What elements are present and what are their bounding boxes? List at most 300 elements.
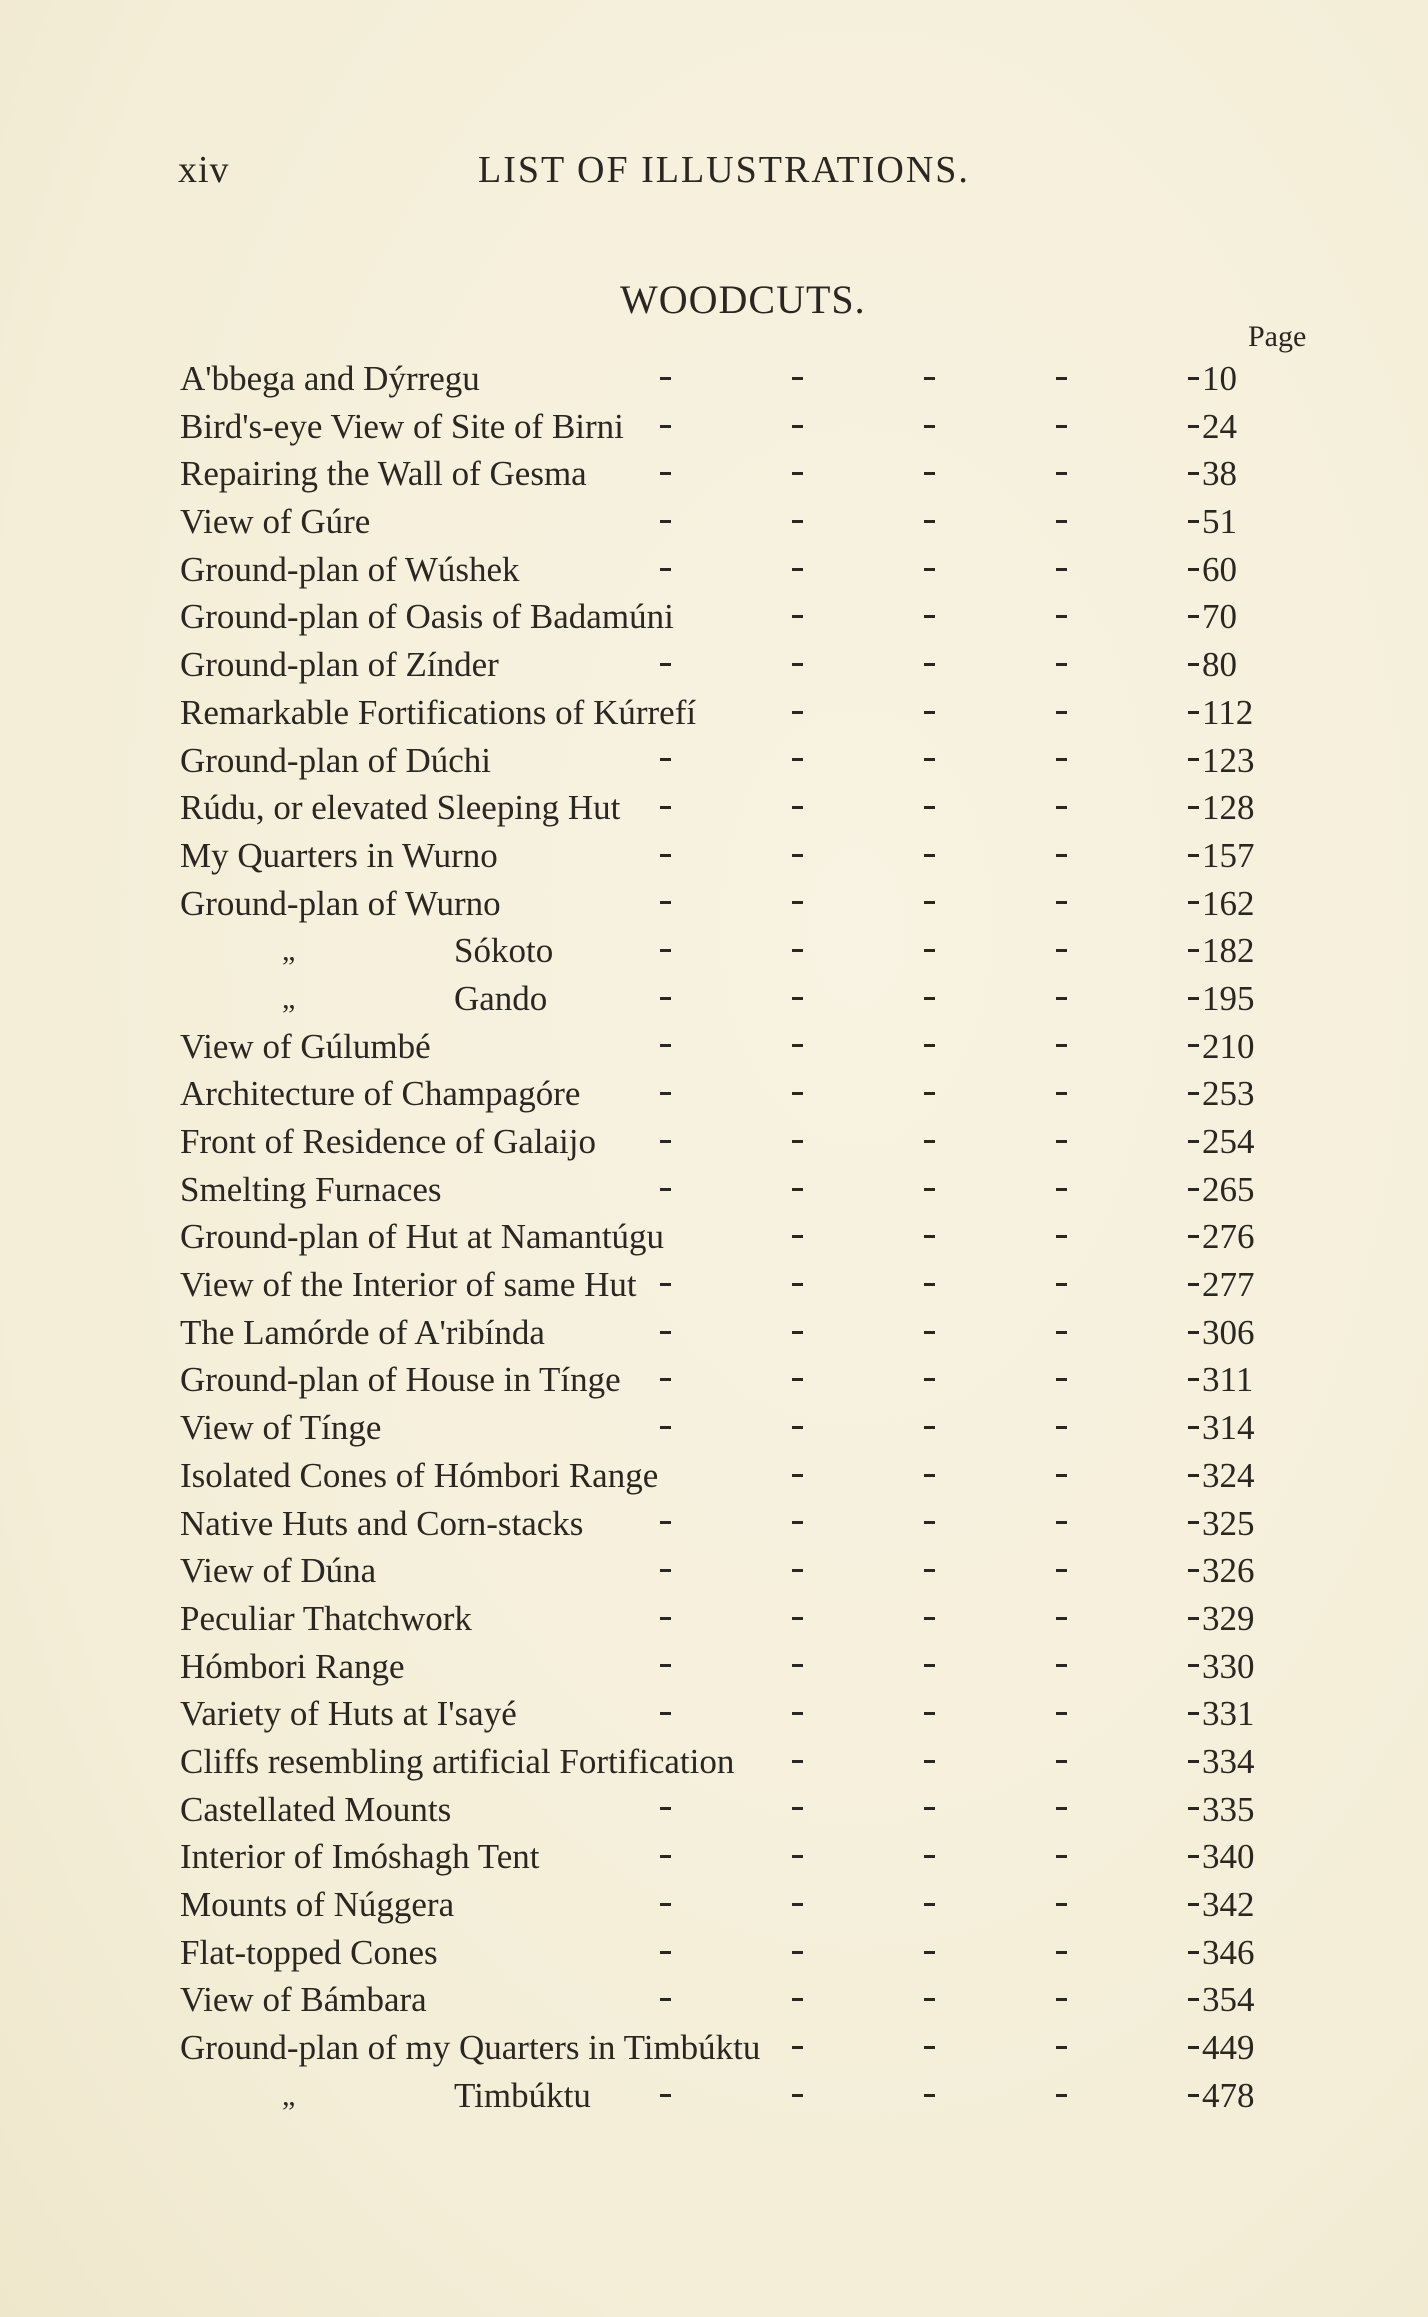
leader-dash [924, 1426, 935, 1429]
list-item [172, 1500, 1322, 1548]
leader-dash [1056, 1664, 1067, 1667]
leader-dash [1056, 1855, 1067, 1858]
entry-title: A'bbega and Dýrregu [180, 359, 480, 398]
leader-dash [660, 1664, 671, 1667]
leader-dash [792, 1521, 803, 1524]
leader-dashes [172, 1500, 1322, 1548]
leader-dash [792, 663, 803, 666]
leader-dash [1188, 1426, 1199, 1429]
leader-dash [924, 1998, 935, 2001]
leader-dash [1188, 520, 1199, 523]
entry-page-number: 326 [1202, 1551, 1255, 1591]
leader-dashes [172, 1881, 1322, 1929]
entry-page-number: 335 [1202, 1789, 1255, 1829]
leader-dash [1056, 615, 1067, 618]
leader-dash [792, 997, 803, 1000]
leader-dash [1056, 1092, 1067, 1095]
leader-dash [924, 1474, 935, 1477]
leader-dash [1056, 1474, 1067, 1477]
list-item [172, 546, 1322, 594]
leader-dash [1056, 472, 1067, 475]
leader-dash [660, 1807, 671, 1810]
leader-dash [924, 1951, 935, 1954]
list-item [172, 1213, 1322, 1261]
leader-dashes [172, 450, 1322, 498]
leader-dash [1056, 1617, 1067, 1620]
entry-page-number: 340 [1202, 1837, 1255, 1877]
section-title: WOODCUTS. [620, 277, 866, 322]
entry-title: View of Dúna [180, 1551, 377, 1591]
leader-dashes [172, 880, 1322, 928]
entry-title: Sókoto [454, 931, 554, 971]
leader-dash [924, 1235, 935, 1238]
leader-dash [924, 663, 935, 666]
leader-dash [1188, 1378, 1199, 1381]
leader-dash [1188, 1617, 1199, 1620]
leader-dash [1056, 377, 1067, 380]
leader-dash [1056, 949, 1067, 952]
leader-dash [1056, 2046, 1067, 2049]
entry-title: Peculiar Thatchwork [180, 1598, 472, 1638]
leader-dash [924, 472, 935, 475]
leader-dash [1188, 1331, 1199, 1334]
leader-dash [1056, 1951, 1067, 1954]
entry-page-number: 254 [1202, 1122, 1255, 1161]
entry-page-number: 123 [1202, 740, 1255, 780]
leader-dash [1188, 1092, 1199, 1095]
leader-dash [660, 854, 671, 857]
leader-dash [792, 854, 803, 857]
entry-title: Ground-plan of Hut at Namantúgu [180, 1217, 665, 1257]
list-item [172, 1547, 1322, 1595]
leader-dash [792, 711, 803, 714]
list-item [172, 1929, 1322, 1977]
leader-dash [792, 1807, 803, 1810]
entry-title: Rúdu, or elevated Sleeping Hut [180, 788, 621, 828]
leader-dash [660, 1569, 671, 1572]
entry-title: Native Huts and Corn-stacks [180, 1503, 584, 1543]
leader-dash [924, 949, 935, 952]
leader-dash [1188, 425, 1199, 428]
leader-dash [660, 1855, 671, 1858]
leader-dash [1188, 1712, 1199, 1715]
leader-dash [660, 1044, 671, 1047]
leader-dash [792, 472, 803, 475]
leader-dash [924, 1331, 935, 1334]
leader-dash [1056, 1378, 1067, 1381]
leader-dash [924, 1044, 935, 1047]
leader-dashes [172, 403, 1322, 451]
ditto-mark: „ [282, 2078, 296, 2112]
leader-dash [660, 1998, 671, 2001]
leader-dash [924, 1092, 935, 1095]
leader-dash [792, 1378, 803, 1381]
leader-dash [1056, 1044, 1067, 1047]
leader-dash [924, 615, 935, 618]
leader-dash [792, 520, 803, 523]
entry-title: Mounts of Núggera [180, 1885, 455, 1924]
list-item [172, 2072, 1322, 2120]
list-item [172, 975, 1322, 1023]
leader-dash [1188, 758, 1199, 761]
leader-dash [1188, 854, 1199, 857]
leader-dash [792, 1903, 803, 1906]
leader-dashes [172, 1213, 1322, 1261]
list-item [172, 1881, 1322, 1929]
leader-dashes [172, 1833, 1322, 1881]
leader-dash [660, 1092, 671, 1095]
leader-dashes [172, 546, 1322, 594]
entry-page-number: 195 [1202, 978, 1255, 1018]
list-item [172, 450, 1322, 498]
leader-dash [660, 1712, 671, 1715]
entry-title: Ground-plan of Dúchi [180, 740, 492, 780]
leader-dash [1188, 1951, 1199, 1954]
leader-dash [792, 1044, 803, 1047]
entry-page-number: 265 [1202, 1169, 1255, 1209]
leader-dash [1056, 1903, 1067, 1906]
list-item [172, 2024, 1322, 2072]
leader-dash [1056, 806, 1067, 809]
leader-dash [924, 1807, 935, 1810]
leader-dashes [172, 1404, 1322, 1452]
list-item [172, 927, 1322, 975]
leader-dashes [172, 975, 1322, 1023]
leader-dash [792, 1235, 803, 1238]
list-item [172, 1023, 1322, 1071]
entry-page-number: 162 [1202, 883, 1255, 923]
entry-title: Gando [454, 978, 548, 1018]
leader-dash [660, 1283, 671, 1286]
leader-dash [924, 1188, 935, 1191]
leader-dashes [172, 1786, 1322, 1834]
leader-dashes [172, 1118, 1322, 1166]
leader-dash [660, 806, 671, 809]
list-item [172, 1261, 1322, 1309]
leader-dash [792, 806, 803, 809]
entry-title: View of Gúlumbé [180, 1026, 431, 1066]
leader-dash [1056, 711, 1067, 714]
leader-dashes [172, 1929, 1322, 1977]
leader-dash [792, 425, 803, 428]
entry-title: View of Gúre [180, 502, 371, 542]
leader-dash [1188, 806, 1199, 809]
leader-dashes [172, 1595, 1322, 1643]
leader-dashes [172, 1261, 1322, 1309]
leader-dash [792, 949, 803, 952]
leader-dash [1056, 1807, 1067, 1810]
leader-dashes [172, 1070, 1322, 1118]
leader-dash [660, 758, 671, 761]
leader-dash [660, 1378, 671, 1381]
list-item [172, 1786, 1322, 1834]
ditto-mark: „ [282, 934, 296, 968]
entry-page-number: 449 [1202, 2028, 1255, 2068]
list-item [172, 1356, 1322, 1404]
leader-dash [1056, 1235, 1067, 1238]
entry-title: Front of Residence of Galaijo [180, 1122, 597, 1161]
entry-page-number: 253 [1202, 1074, 1255, 1114]
leader-dash [660, 1426, 671, 1429]
leader-dash [660, 997, 671, 1000]
leader-dash [1188, 2046, 1199, 2049]
leader-dash [1188, 1664, 1199, 1667]
leader-dash [924, 1521, 935, 1524]
entry-page-number: 330 [1202, 1646, 1255, 1686]
list-item [172, 498, 1322, 546]
leader-dash [1188, 1903, 1199, 1906]
leader-dash [1188, 1569, 1199, 1572]
entry-title: View of Tínge [180, 1408, 382, 1448]
leader-dashes [172, 1452, 1322, 1500]
leader-dash [924, 1855, 935, 1858]
leader-dash [660, 949, 671, 952]
list-item [172, 1690, 1322, 1738]
leader-dash [792, 1426, 803, 1429]
entry-title: Architecture of Champagóre [180, 1074, 581, 1114]
list-item [172, 1833, 1322, 1881]
list-item [172, 1976, 1322, 2024]
leader-dash [1056, 901, 1067, 904]
leader-dash [924, 1283, 935, 1286]
leader-dash [660, 520, 671, 523]
leader-dash [924, 1712, 935, 1715]
entry-page-number: 329 [1202, 1598, 1255, 1638]
entry-title: Remarkable Fortifications of Kúrrefí [180, 692, 697, 732]
leader-dash [792, 615, 803, 618]
entry-title: Ground-plan of House in Tínge [180, 1360, 621, 1400]
leader-dash [792, 1092, 803, 1095]
leader-dash [1056, 1331, 1067, 1334]
leader-dashes [172, 737, 1322, 785]
list-item [172, 593, 1322, 641]
leader-dash [1056, 1426, 1067, 1429]
entry-page-number: 112 [1202, 692, 1254, 732]
leader-dash [924, 1378, 935, 1381]
list-item [172, 832, 1322, 880]
entry-page-number: 210 [1202, 1026, 1255, 1066]
leader-dashes [172, 832, 1322, 880]
leader-dash [924, 901, 935, 904]
leader-dash [792, 1140, 803, 1143]
list-item [172, 1643, 1322, 1691]
entry-page-number: 346 [1202, 1932, 1255, 1972]
leader-dash [792, 568, 803, 571]
running-head: LIST OF ILLUSTRATIONS. [478, 149, 970, 191]
entry-title: The Lamórde of A'ribínda [180, 1312, 545, 1352]
entry-title: Ground-plan of Zínder [180, 645, 499, 685]
entry-page-number: 325 [1202, 1503, 1255, 1543]
leader-dash [792, 1617, 803, 1620]
entry-title: Ground-plan of Wúshek [180, 549, 520, 589]
entry-page-number: 60 [1202, 549, 1237, 589]
leader-dash [660, 377, 671, 380]
leader-dashes [172, 1166, 1322, 1214]
leader-dashes [172, 593, 1322, 641]
leader-dashes [172, 1976, 1322, 2024]
leader-dashes [172, 1690, 1322, 1738]
leader-dashes [172, 1547, 1322, 1595]
leader-dash [1056, 1283, 1067, 1286]
list-item [172, 737, 1322, 785]
list-item [172, 1738, 1322, 1786]
leader-dashes [172, 2024, 1322, 2072]
leader-dash [924, 1903, 935, 1906]
entry-title: My Quarters in Wurno [180, 835, 498, 875]
entry-page-number: 306 [1202, 1312, 1255, 1352]
leader-dashes [172, 355, 1322, 403]
leader-dash [1188, 711, 1199, 714]
leader-dashes [172, 1738, 1322, 1786]
list-item [172, 1404, 1322, 1452]
leader-dash [924, 520, 935, 523]
leader-dashes [172, 784, 1322, 832]
leader-dash [1056, 997, 1067, 1000]
leader-dash [792, 1760, 803, 1763]
leader-dash [1188, 377, 1199, 380]
leader-dash [1188, 1044, 1199, 1047]
leader-dash [924, 1140, 935, 1143]
entry-page-number: 80 [1202, 645, 1237, 685]
leader-dash [792, 2046, 803, 2049]
leader-dash [1188, 663, 1199, 666]
entry-page-number: 277 [1202, 1265, 1255, 1305]
leader-dash [1056, 425, 1067, 428]
leader-dash [924, 711, 935, 714]
leader-dash [1056, 1760, 1067, 1763]
leader-dash [1056, 2094, 1067, 2097]
entry-page-number: 70 [1202, 597, 1237, 637]
leader-dash [924, 425, 935, 428]
leader-dash [660, 1521, 671, 1524]
leader-dash [924, 806, 935, 809]
leader-dashes [172, 641, 1322, 689]
leader-dash [1056, 854, 1067, 857]
leader-dash [792, 2094, 803, 2097]
entry-page-number: 128 [1202, 788, 1255, 828]
leader-dash [792, 377, 803, 380]
entry-title: Cliffs resembling artificial Fortification [180, 1741, 735, 1781]
entry-title: Timbúktu [454, 2075, 591, 2115]
list-item [172, 1595, 1322, 1643]
leader-dash [1056, 520, 1067, 523]
leader-dash [660, 1617, 671, 1620]
leader-dash [1188, 1235, 1199, 1238]
leader-dash [924, 568, 935, 571]
leader-dash [1188, 1760, 1199, 1763]
leader-dash [1056, 1521, 1067, 1524]
leader-dash [1188, 997, 1199, 1000]
leader-dash [660, 1903, 671, 1906]
leader-dash [1188, 1283, 1199, 1286]
leader-dash [1056, 1998, 1067, 2001]
leader-dash [1188, 1998, 1199, 2001]
leader-dash [1056, 663, 1067, 666]
leader-dash [660, 1188, 671, 1191]
list-item [172, 1070, 1322, 1118]
leader-dash [1188, 1474, 1199, 1477]
leader-dashes [172, 927, 1322, 975]
leader-dash [1188, 1140, 1199, 1143]
entry-title: Flat-topped Cones [180, 1932, 438, 1972]
leader-dash [660, 2094, 671, 2097]
list-item [172, 784, 1322, 832]
entry-title: Castellated Mounts [180, 1789, 452, 1829]
leader-dash [660, 425, 671, 428]
leader-dash [924, 854, 935, 857]
entry-title: Repairing the Wall of Gesma [180, 454, 587, 494]
entry-title: Ground-plan of Oasis of Badamúni [180, 597, 674, 637]
list-item [172, 1118, 1322, 1166]
leader-dash [924, 1760, 935, 1763]
list-item [172, 403, 1322, 451]
leader-dash [1188, 1807, 1199, 1810]
entry-title: Interior of Imóshagh Tent [180, 1837, 540, 1877]
entry-page-number: 276 [1202, 1217, 1255, 1257]
leader-dash [924, 1617, 935, 1620]
page-number: xiv [178, 149, 230, 191]
entry-title: View of Bámbara [180, 1980, 427, 2020]
leader-dash [792, 1474, 803, 1477]
leader-dash [660, 568, 671, 571]
entry-title: Smelting Furnaces [180, 1169, 442, 1209]
entry-title: Isolated Cones of Hómbori Range [180, 1455, 659, 1495]
entry-title: View of the Interior of same Hut [180, 1265, 637, 1305]
entry-page-number: 314 [1202, 1408, 1255, 1448]
entry-page-number: 157 [1202, 835, 1255, 875]
list-item [172, 641, 1322, 689]
leader-dash [1188, 1855, 1199, 1858]
leader-dash [924, 997, 935, 1000]
leader-dash [924, 1664, 935, 1667]
page-column-label: Page [1248, 320, 1307, 353]
list-item [172, 880, 1322, 928]
leader-dash [792, 1951, 803, 1954]
leader-dashes [172, 1023, 1322, 1071]
entry-page-number: 24 [1202, 406, 1237, 446]
leader-dash [660, 1951, 671, 1954]
leader-dash [1056, 758, 1067, 761]
list-item [172, 689, 1322, 737]
leader-dashes [172, 1309, 1322, 1357]
leader-dash [792, 1712, 803, 1715]
entry-page-number: 354 [1202, 1980, 1255, 2020]
entry-title: Hómbori Range [180, 1646, 405, 1686]
leader-dash [660, 472, 671, 475]
leader-dash [1188, 615, 1199, 618]
leader-dash [924, 1569, 935, 1572]
entry-page-number: 342 [1202, 1885, 1255, 1924]
leader-dash [792, 1283, 803, 1286]
leader-dashes [172, 1643, 1322, 1691]
leader-dashes [172, 689, 1322, 737]
entry-title: Bird's-eye View of Site of Birni [180, 406, 624, 446]
list-item [172, 1309, 1322, 1357]
illustration-list [172, 355, 1322, 2119]
list-item [172, 1452, 1322, 1500]
leader-dash [792, 1664, 803, 1667]
leader-dash [792, 1855, 803, 1858]
leader-dash [924, 2046, 935, 2049]
leader-dash [1056, 568, 1067, 571]
leader-dash [924, 2094, 935, 2097]
entry-title: Variety of Huts at I'sayé [180, 1694, 517, 1734]
leader-dash [1188, 472, 1199, 475]
leader-dash [1056, 1569, 1067, 1572]
leader-dash [1056, 1140, 1067, 1143]
leader-dash [792, 1569, 803, 1572]
entry-page-number: 324 [1202, 1455, 1255, 1495]
